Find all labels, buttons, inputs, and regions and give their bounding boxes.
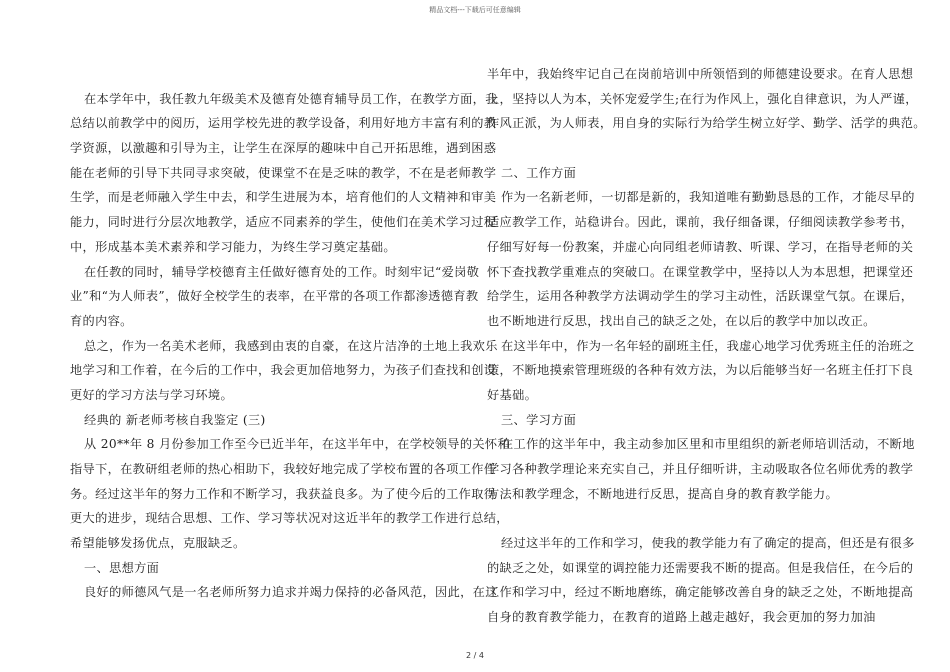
text-line: 经典的 新老师考核自我鉴定 (三) bbox=[84, 412, 266, 427]
text-line bbox=[70, 62, 460, 87]
text-line: 能在老师的引导下共同寻求突破，使课堂不在是乏味的教学，不在是老师教学 bbox=[70, 165, 497, 180]
text-line: 希望能够发扬优点，克服缺乏。 bbox=[70, 536, 246, 551]
text-line: 策，不断地摸索管理班级的各种有效方法，为以后能够当好一名班主任打下良 bbox=[487, 363, 914, 378]
text-line: 良好的师德风气是一名老师所努力追求并竭力保持的必备风范，因此，在这 bbox=[84, 585, 498, 600]
text-line: 给学生，运用各种教学方法调动学生的学习主动性，活跃课堂气氛。在课后， bbox=[487, 289, 914, 304]
text-line: 经过这半年的工作和学习，使我的教学能力有了确定的提高，但还是有很多 bbox=[501, 536, 915, 551]
text-line: 更大的进步，现结合思想、工作、学习等状况对这近半年的教学工作进行总结， bbox=[70, 511, 509, 526]
text-line: 工作和学习中，经过不断地磨练，确定能够改善自身的缺乏之处，不断地提高 bbox=[487, 585, 914, 600]
text-line: 在这半年中，作为一名年轻的副班主任，我虚心地学习优秀班主任的治班之 bbox=[501, 338, 915, 353]
text-line: 地学习和工作着，在今后的工作中，我会更加倍地努力，为孩子们查找和创设 bbox=[70, 363, 497, 378]
text-line: 在任教的同时，辅导学校德育主任做好德育处的工作。时刻牢记“爱岗敬 bbox=[84, 264, 480, 279]
text-line: 总之，作为一名美术老师，我感到由衷的自豪，在这片洁净的土地上我欢乐 bbox=[84, 338, 498, 353]
right-column bbox=[487, 62, 926, 630]
text-line: 在本学年中，我任教九年级美术及德育处德育辅导员工作，在教学方面，我 bbox=[84, 91, 498, 106]
text-line: 自身的教育教学能力，在教育的道路上越走越好，我会更加的努力加油 bbox=[487, 610, 876, 625]
page-header: 精品文档---下载后可任意编辑 bbox=[429, 6, 521, 14]
page-number: 2 / 4 bbox=[466, 651, 484, 660]
text-line: 育的内容。 bbox=[70, 313, 133, 328]
text-line: 业”和“为人师表”，做好全校学生的表率，在平常的各项工作都渗透德育教 bbox=[70, 289, 479, 304]
text-line: 的缺乏之处，如课堂的调控能力还需要我不断的提高。但是我信任，在今后的 bbox=[487, 560, 914, 575]
text-line: 作为一名新老师，一切都是新的，我知道唯有勤勤恳恳的工作，才能尽早的 bbox=[501, 190, 915, 205]
text-line: 更好的学习方法与学习环境。 bbox=[70, 387, 233, 402]
text-line: 仔细写好每一份教案，并虚心向同组老师请教、听课、学习，在指导老师的关 bbox=[487, 239, 914, 254]
text-line: 三、学习方面 bbox=[501, 412, 577, 427]
text-line: 指导下，在教研组老师的热心相助下，我较好地完成了学校布置的各项工作任 bbox=[70, 462, 497, 476]
text-line: 生学，而是老师融入学生中去，和学生进展为本，培育他们的人文精神和审美 bbox=[70, 190, 497, 205]
text-line: 学习各种教学理论来充实自己，并且仔细听讲，主动吸取各位名师优秀的教学 bbox=[487, 462, 914, 476]
left-column bbox=[70, 62, 510, 605]
text-line: 怀下查找教学重难点的突破口。在课堂教学中，坚持以人为本思想，把课堂还 bbox=[487, 264, 914, 279]
text-line: 上，坚持以人为本，关怀宠爱学生;在行为作风上，强化自律意识，为人严谨， bbox=[487, 91, 918, 106]
text-line: 方法和教学理念，不断地进行反思，提高自身的教育教学能力。 bbox=[487, 486, 839, 501]
text-line: 半年中，我始终牢记自己在岗前培训中所领悟到的师德建设要求。在育人思想 bbox=[487, 67, 914, 81]
text-line: 适应教学工作，站稳讲台。因此，课前，我仔细备课，仔细阅读教学参考书， bbox=[487, 215, 914, 230]
text-line: 从 20**年 8 月份参加工作至今已近半年，在这半年中，在学校领导的关怀和 bbox=[84, 437, 510, 452]
text-line: 也不断地进行反思，找出自己的缺乏之处，在以后的教学中加以改正。 bbox=[487, 313, 876, 328]
text-line: 总结以前教学中的阅历，运用学校先进的教学设备，利用好地方丰富有利的教 bbox=[70, 116, 497, 131]
text-line: 一、思想方面 bbox=[84, 560, 160, 575]
text-line: 能力，同时进行分层次地教学，适应不同素养的学生，使他们在美术学习过程 bbox=[70, 215, 497, 230]
text-line bbox=[487, 136, 882, 161]
text-line: 中，形成基本美术素养和学习能力，为终生学习奠定基础。 bbox=[70, 239, 396, 254]
text-line: 二、工作方面 bbox=[501, 165, 577, 180]
text-line: 务。经过这半年的努力工作和不断学习，我获益良多。为了使今后的工作取得 bbox=[70, 486, 497, 501]
text-line: 学资源，以激趣和引导为主，让学生在深厚的趣味中自己开拓思维，遇到困惑 bbox=[70, 141, 497, 156]
text-line: 在工作的这半年中，我主动参加区里和市里组织的新老师培训活动，不断地 bbox=[501, 437, 915, 452]
text-line: 作风正派，为人师表，用自身的实际行为给学生树立好学、勤学、活学的典范。 bbox=[487, 116, 926, 131]
text-line: 好基础。 bbox=[487, 387, 538, 402]
text-line bbox=[487, 506, 882, 531]
